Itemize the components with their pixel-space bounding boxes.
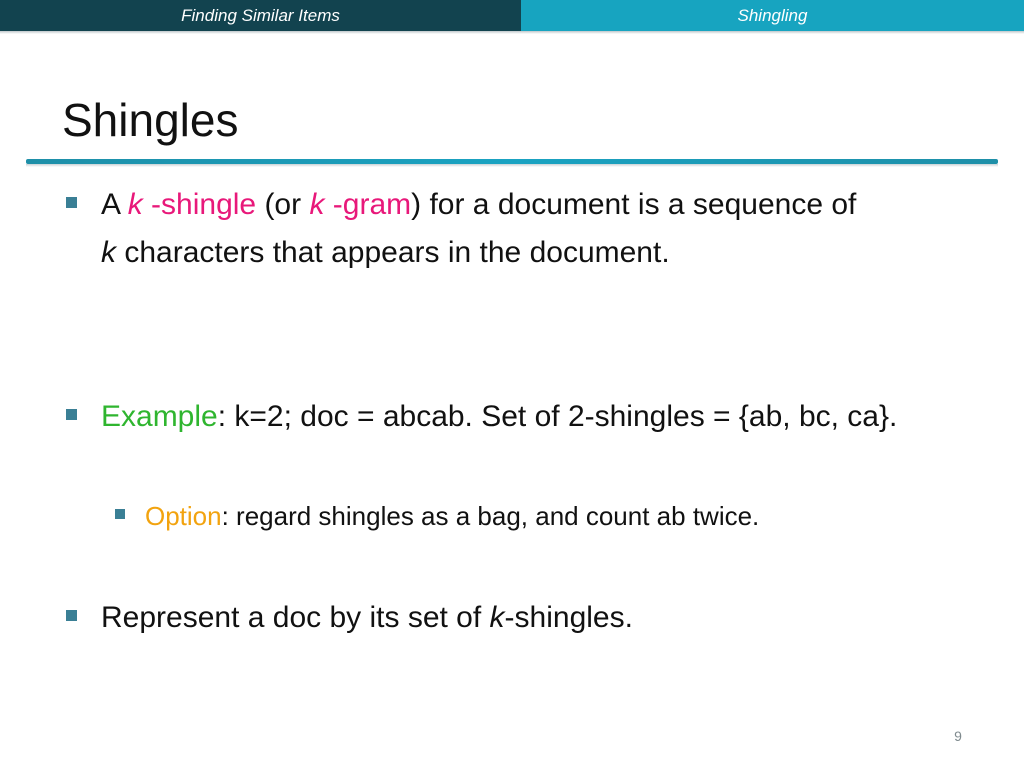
square-bullet-icon <box>66 409 77 420</box>
k-term: k <box>101 236 116 269</box>
slide-header <box>0 0 1024 33</box>
bullet-text: : k=2; doc = abcab. Set of 2-shingles = {ab, bc, ca}. <box>217 400 898 433</box>
bullet-represent <box>101 594 961 642</box>
k-term: k <box>127 188 143 221</box>
bullet-text: A <box>101 188 128 221</box>
option-label: Option <box>145 501 222 531</box>
k-term: k <box>489 601 505 634</box>
bullet-definition <box>101 181 861 277</box>
shingle-term: -shingle <box>142 188 257 221</box>
bullet-text: (or <box>256 188 310 221</box>
bullet-text: ) for a document is a sequence of <box>411 188 857 221</box>
section-tab-shingling: Shingling <box>521 0 1024 31</box>
k-term: k <box>309 188 325 221</box>
bullet-text: -shingles. <box>504 601 633 634</box>
slide-title: Shingles <box>62 94 239 146</box>
square-bullet-icon <box>66 610 77 621</box>
sub-bullet-option <box>145 497 945 535</box>
bullet-example <box>101 393 961 441</box>
title-underline-shadow <box>26 164 998 167</box>
gram-term: -gram <box>324 188 412 221</box>
bullet-text: characters that appears in the document. <box>116 236 670 269</box>
bullet-text: : regard shingles as a bag, and count ab twice. <box>221 501 760 531</box>
example-label: Example <box>101 400 218 433</box>
header-shadow <box>0 31 1024 34</box>
bullet-text: Represent a doc by its set of <box>101 601 490 634</box>
square-bullet-icon <box>66 197 77 208</box>
square-bullet-icon <box>115 509 125 519</box>
page-number: 9 <box>954 728 962 744</box>
section-tab-finding-similar-items: Finding Similar Items <box>0 0 521 31</box>
